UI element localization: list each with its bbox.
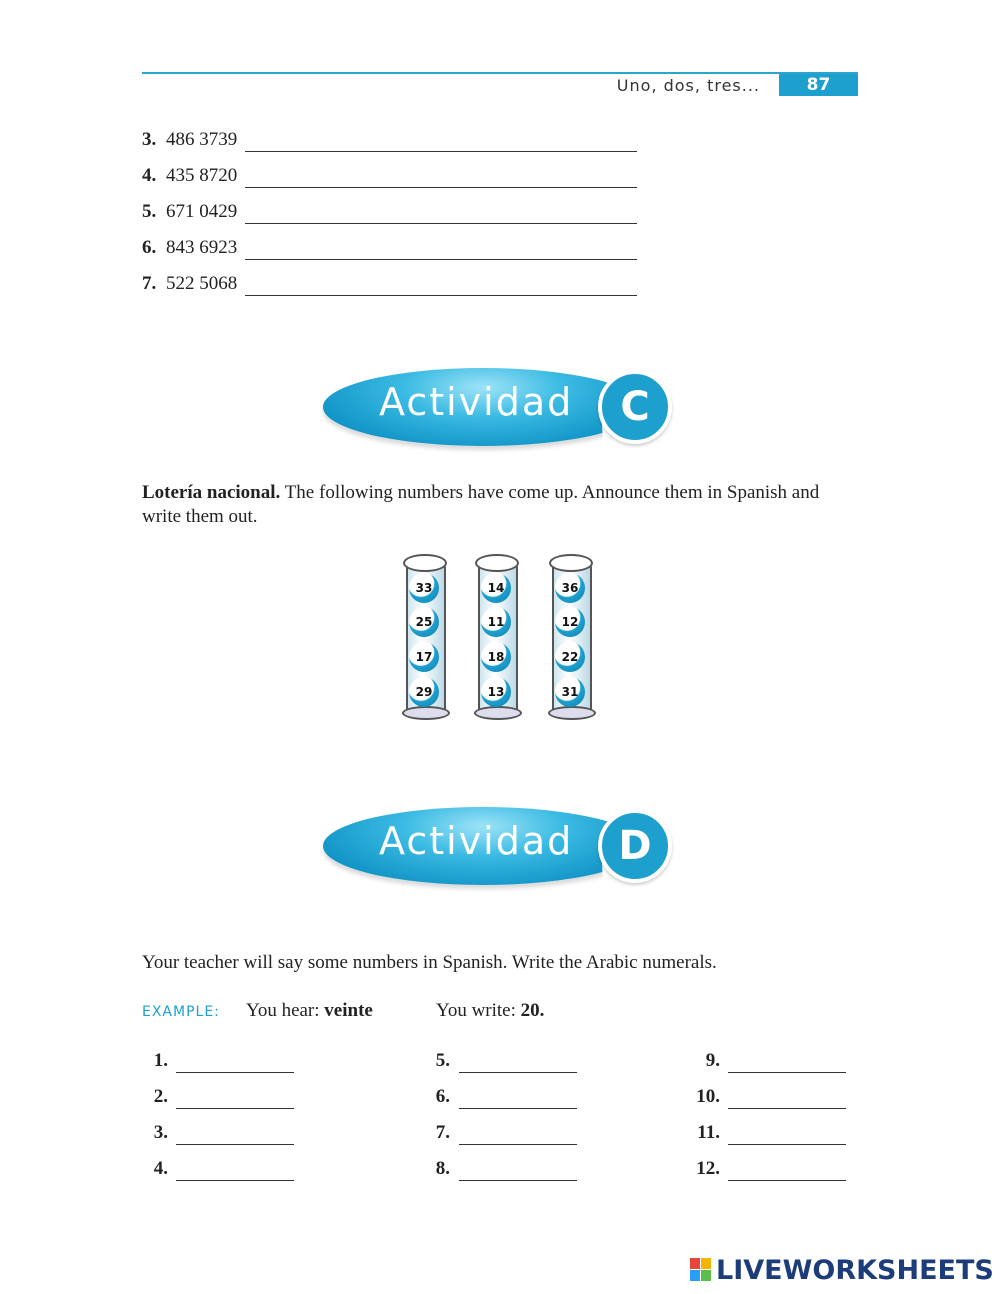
answer-line[interactable] (728, 1180, 846, 1181)
activity-label: Actividad (379, 380, 574, 424)
answer-item (690, 1050, 850, 1078)
tube-base (402, 706, 450, 720)
lottery-ball: 25 (409, 607, 439, 637)
tube-cap (475, 554, 519, 572)
lottery-ball: 11 (481, 607, 511, 637)
phone-number: 486 3739 (166, 129, 238, 150)
answer-line[interactable] (728, 1108, 846, 1109)
answer-item (690, 1086, 850, 1114)
phone-number: 522 5068 (166, 273, 238, 294)
activity-d-instructions: Your teacher will say some numbers in Spanish. Write the Arabic numerals. (142, 952, 717, 973)
lottery-ball: 31 (555, 677, 585, 707)
phone-number: 435 8720 (166, 165, 238, 186)
answer-number: 5. (435, 1050, 450, 1071)
answer-number: 2. (153, 1086, 168, 1107)
answer-line[interactable] (245, 295, 637, 296)
activity-d-banner (323, 797, 683, 897)
activity-c-banner (323, 358, 683, 458)
tube-cap (549, 554, 593, 572)
answer-line[interactable] (245, 223, 637, 224)
answer-line[interactable] (176, 1144, 294, 1145)
activity-letter: C (620, 384, 650, 430)
activity-letter-bubble (598, 370, 672, 444)
answer-number: 4. (153, 1158, 168, 1179)
activity-letter: D (618, 823, 652, 869)
phone-row (142, 129, 642, 159)
activity-letter-bubble (598, 809, 672, 883)
item-number: 3. (142, 129, 157, 150)
answer-item (690, 1122, 850, 1150)
instructions-text: The following numbers have come up. Announce them in Spanish and write them out. (142, 482, 820, 527)
answer-item (138, 1122, 298, 1150)
instructions-title: Lotería nacional. (142, 482, 281, 503)
lottery-ball: 14 (481, 573, 511, 603)
answer-line[interactable] (459, 1108, 577, 1109)
answer-number: 10. (696, 1086, 720, 1107)
lottery-tube (403, 554, 447, 720)
answer-item (138, 1086, 298, 1114)
answer-item (690, 1158, 850, 1186)
phone-row (142, 201, 642, 231)
answer-item (420, 1050, 580, 1078)
answer-line[interactable] (459, 1144, 577, 1145)
item-number: 6. (142, 237, 157, 258)
tube-cap (403, 554, 447, 572)
lottery-ball: 13 (481, 677, 511, 707)
answer-line[interactable] (245, 151, 637, 152)
lottery-ball: 12 (555, 607, 585, 637)
answer-number: 7. (435, 1122, 450, 1143)
answer-line[interactable] (459, 1180, 577, 1181)
example-label: EXAMPLE: (142, 1004, 220, 1020)
answer-line[interactable] (176, 1108, 294, 1109)
answer-item (420, 1122, 580, 1150)
lottery-tube (549, 554, 593, 720)
tube-base (474, 706, 522, 720)
answer-line[interactable] (245, 259, 637, 260)
answer-line[interactable] (176, 1180, 294, 1181)
lottery-ball: 18 (481, 642, 511, 672)
phone-row (142, 165, 642, 195)
answer-number: 12. (696, 1158, 720, 1179)
example-line (142, 1000, 842, 1022)
answer-number: 9. (705, 1050, 720, 1071)
header-rule (142, 72, 858, 74)
item-number: 5. (142, 201, 157, 222)
phone-row (142, 273, 642, 303)
answer-number: 3. (153, 1122, 168, 1143)
item-number: 4. (142, 165, 157, 186)
lottery-ball: 17 (409, 642, 439, 672)
answer-item (138, 1158, 298, 1186)
example-hear (246, 1000, 436, 1022)
phone-number: 843 6923 (166, 237, 238, 258)
answer-line[interactable] (728, 1144, 846, 1145)
hear-prefix: You hear: (246, 1000, 320, 1021)
answer-item (420, 1086, 580, 1114)
item-number: 7. (142, 273, 157, 294)
answer-item (138, 1050, 298, 1078)
lottery-tube (475, 554, 519, 720)
phone-number: 671 0429 (166, 201, 238, 222)
example-write (436, 1000, 544, 1021)
lottery-ball: 29 (409, 677, 439, 707)
answer-line[interactable] (176, 1072, 294, 1073)
answer-line[interactable] (245, 187, 637, 188)
answer-number: 11. (697, 1122, 720, 1143)
hear-word: veinte (324, 1000, 373, 1021)
write-prefix: You write: (436, 1000, 516, 1021)
answer-number: 8. (435, 1158, 450, 1179)
answer-line[interactable] (459, 1072, 577, 1073)
answer-number: 6. (435, 1086, 450, 1107)
lottery-ball: 22 (555, 642, 585, 672)
answer-line[interactable] (728, 1072, 846, 1073)
tube-base (548, 706, 596, 720)
page-number: 87 (779, 74, 858, 96)
activity-label: Actividad (379, 819, 574, 863)
liveworksheets-logo-icon (690, 1258, 712, 1282)
write-value: 20. (520, 1000, 545, 1021)
phone-row (142, 237, 642, 267)
answer-item (420, 1158, 580, 1186)
watermark-text: LIVEWORKSHEETS (716, 1255, 994, 1286)
lottery-ball: 36 (555, 573, 585, 603)
activity-c-instructions (142, 481, 842, 529)
lottery-ball: 33 (409, 573, 439, 603)
running-title: Uno, dos, tres... (616, 76, 760, 95)
answer-number: 1. (153, 1050, 168, 1071)
